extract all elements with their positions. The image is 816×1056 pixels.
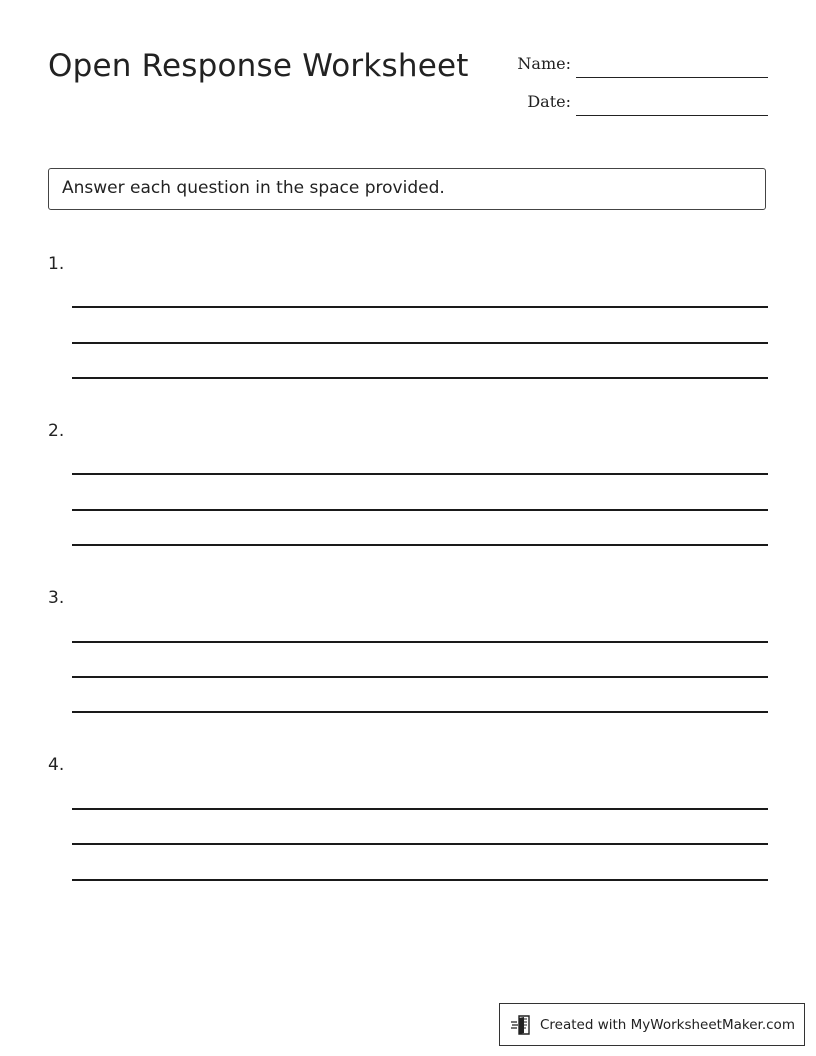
- answer-line[interactable]: [72, 473, 768, 475]
- question-3: [0, 588, 816, 728]
- instructions-text: Answer each question in the space provided.: [62, 178, 445, 198]
- answer-line[interactable]: [72, 377, 768, 379]
- date-field-line[interactable]: [576, 115, 768, 116]
- question-number: 2.: [48, 421, 65, 441]
- answer-line[interactable]: [72, 879, 768, 881]
- question-4: [0, 755, 816, 895]
- answer-line[interactable]: [72, 676, 768, 678]
- question-1: [0, 254, 816, 394]
- question-number: 4.: [48, 755, 65, 775]
- date-label: Date:: [527, 92, 571, 111]
- footer-text: Created with MyWorksheetMaker.com: [540, 1017, 795, 1033]
- answer-line[interactable]: [72, 843, 768, 845]
- worksheet-maker-logo-icon: [510, 1013, 534, 1037]
- answer-line[interactable]: [72, 808, 768, 810]
- answer-line[interactable]: [72, 306, 768, 308]
- instructions-box: [48, 168, 766, 210]
- question-number: 3.: [48, 588, 65, 608]
- question-number: 1.: [48, 254, 65, 274]
- question-2: [0, 421, 816, 561]
- answer-line[interactable]: [72, 509, 768, 511]
- name-label: Name:: [517, 54, 571, 73]
- answer-line[interactable]: [72, 711, 768, 713]
- answer-line[interactable]: [72, 641, 768, 643]
- answer-line[interactable]: [72, 342, 768, 344]
- name-field-line[interactable]: [576, 77, 768, 78]
- footer-badge[interactable]: [499, 1003, 805, 1046]
- answer-line[interactable]: [72, 544, 768, 546]
- worksheet-title: Open Response Worksheet: [48, 48, 469, 84]
